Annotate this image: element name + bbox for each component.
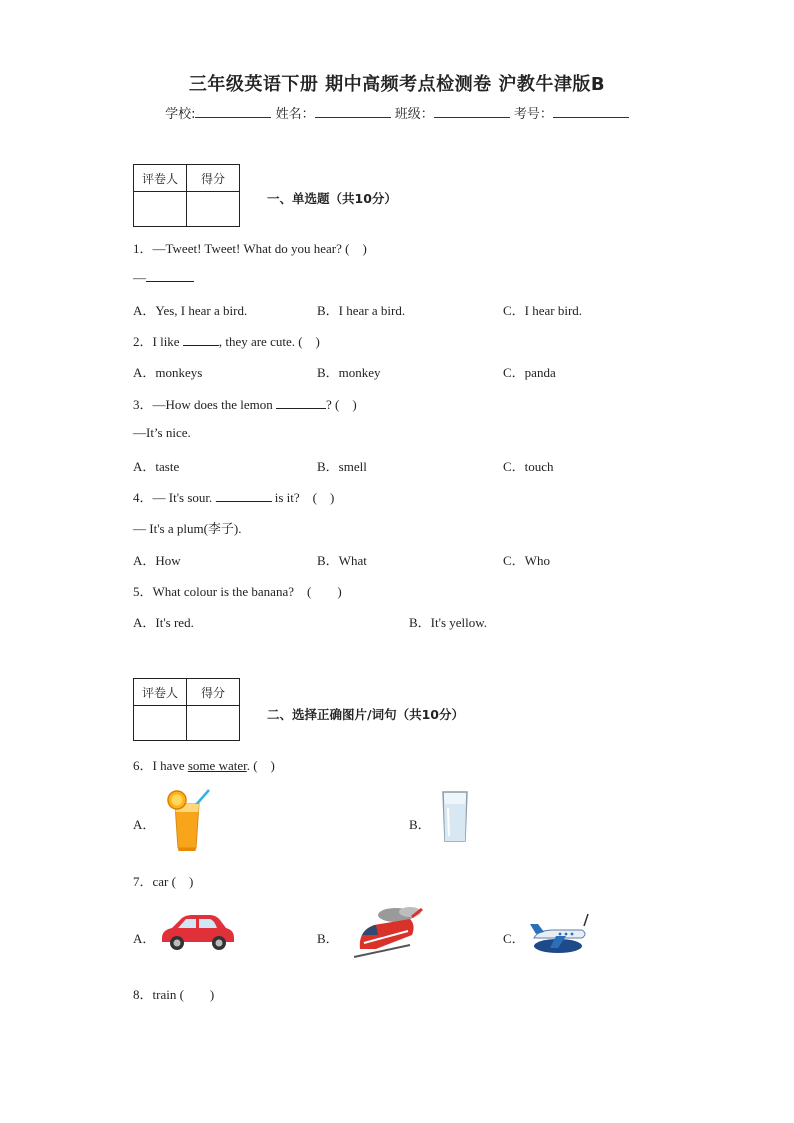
q4-option-a[interactable]: A．How: [133, 553, 181, 568]
class-label: 班级：: [394, 107, 434, 122]
score-box-2: [133, 678, 240, 741]
q3-option-b[interactable]: B．smell: [317, 459, 367, 474]
grader-header: 评卷人: [134, 165, 187, 192]
q3-stem: 3．—How does the lemon ? ( ): [133, 397, 357, 412]
q3-blank: [276, 397, 326, 409]
q1-blank: [146, 270, 194, 282]
q1-option-a[interactable]: A．Yes, I hear a bird.: [133, 303, 248, 318]
q6-stem: 6．I have some water. ( ): [133, 758, 275, 773]
name-label: 姓名：: [275, 107, 315, 122]
q3-option-c[interactable]: C．touch: [503, 459, 554, 474]
score-header: 得分: [187, 679, 240, 706]
water-glass-icon[interactable]: [440, 790, 470, 844]
q1-option-c[interactable]: C．I hear bird.: [503, 303, 583, 318]
score-cell[interactable]: [187, 192, 240, 227]
school-label: 学校:: [165, 107, 196, 122]
q5-option-a[interactable]: A．It's red.: [133, 615, 194, 630]
q8-stem: 8．train ( ): [133, 987, 215, 1002]
q3-reply: —It’s nice.: [133, 425, 191, 440]
q1-stem: 1．—Tweet! Tweet! What do you hear? ( ): [133, 241, 367, 256]
grader-cell[interactable]: [134, 192, 187, 227]
q4-reply: — It's a plum(李子).: [133, 521, 242, 536]
page-title: 三年级英语下册 期中高频考点检测卷 沪教牛津版B: [188, 74, 606, 95]
q2-option-c[interactable]: C．panda: [503, 365, 556, 380]
q2-stem: 2．I like , they are cute. ( ): [133, 334, 320, 349]
school-blank[interactable]: [195, 105, 271, 118]
orange-juice-icon[interactable]: [165, 788, 213, 852]
q4-stem: 4．— It's sour. is it? ( ): [133, 490, 335, 505]
q2-option-a[interactable]: A．monkeys: [133, 365, 203, 380]
grader-cell[interactable]: [134, 706, 187, 741]
section-2-title: 二、选择正确图片/词句（共10分）: [267, 707, 464, 722]
class-blank[interactable]: [434, 105, 510, 118]
q6-underlined: some water: [187, 758, 247, 773]
q5-stem: 5．What colour is the banana? ( ): [133, 584, 342, 599]
red-car-icon[interactable]: [160, 912, 236, 952]
q4-blank: [216, 490, 272, 502]
q4-option-c[interactable]: C．Who: [503, 553, 550, 568]
score-cell[interactable]: [187, 706, 240, 741]
number-blank[interactable]: [553, 105, 629, 118]
q4-option-b[interactable]: B．What: [317, 553, 367, 568]
name-blank[interactable]: [315, 105, 391, 118]
grader-header: 评卷人: [134, 679, 187, 706]
airplane-icon[interactable]: [528, 912, 590, 958]
q2-option-b[interactable]: B．monkey: [317, 365, 381, 380]
score-header: 得分: [187, 165, 240, 192]
number-label: 考号：: [513, 107, 553, 122]
q7-option-c-label[interactable]: C．: [503, 931, 525, 946]
q3-option-a[interactable]: A．taste: [133, 459, 180, 474]
q1-option-b[interactable]: B．I hear a bird.: [317, 303, 406, 318]
q5-option-b[interactable]: B．It's yellow.: [409, 615, 488, 630]
q7-option-a-label[interactable]: A．: [133, 931, 156, 946]
q2-blank: [183, 334, 219, 346]
q7-stem: 7．car ( ): [133, 874, 194, 889]
student-info-line: [0, 103, 794, 122]
q6-option-a-label[interactable]: A．: [133, 817, 156, 832]
q6-option-b-label[interactable]: B．: [409, 817, 431, 832]
section-1-title: 一、单选题（共10分）: [267, 191, 397, 206]
score-box-1: [133, 164, 240, 227]
q7-option-b-label[interactable]: B．: [317, 931, 339, 946]
q1-reply: —: [133, 270, 194, 286]
train-icon[interactable]: [350, 905, 424, 961]
